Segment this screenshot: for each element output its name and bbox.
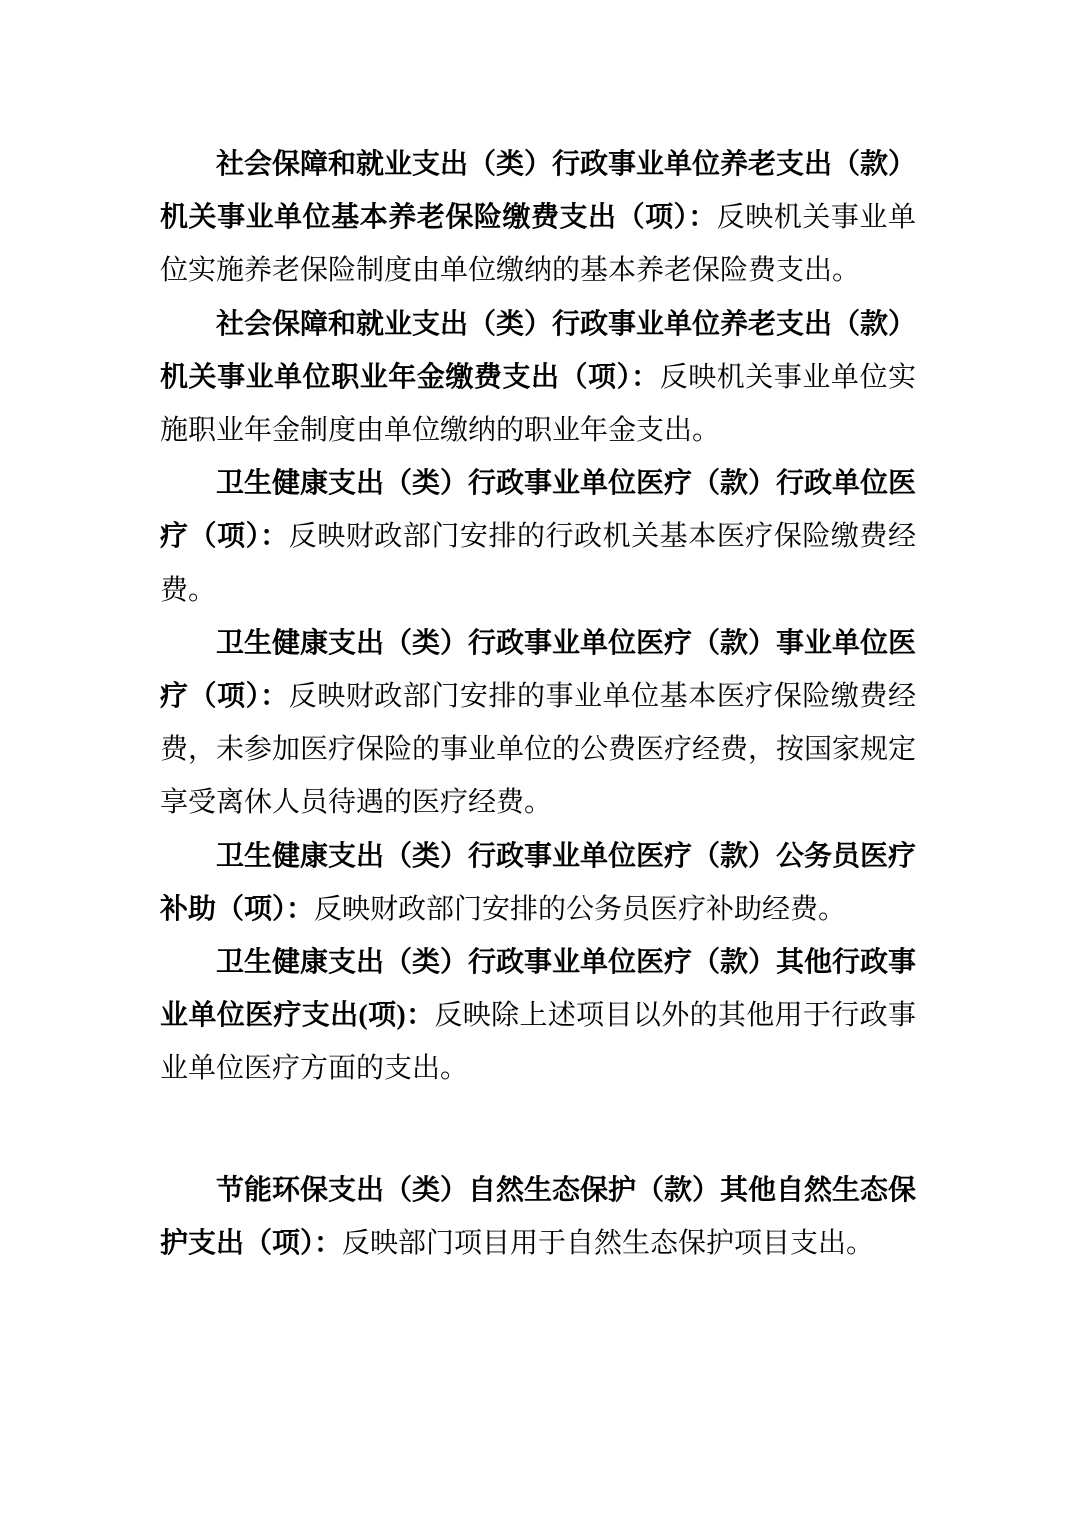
budget-item-paragraph	[160, 830, 916, 936]
document-body	[160, 138, 916, 1270]
budget-item-paragraph	[160, 138, 916, 298]
expenditure-description: 反映部门项目用于自然生态保护项目支出。	[342, 1227, 875, 1259]
budget-item-paragraph	[160, 617, 916, 830]
expenditure-description: 反映机关事业单位实施养老保险制度由单位缴纳的基本养老保险费支出。	[160, 202, 916, 287]
budget-item-paragraph	[160, 1164, 916, 1270]
expenditure-category-lead: 卫生健康支出（类）行政事业单位医疗（款）其他行政事业单位医疗支出(项)：	[160, 947, 917, 1032]
expenditure-description: 反映除上述项目以外的其他用于行政事业单位医疗方面的支出。	[160, 1000, 916, 1085]
expenditure-description: 反映机关事业单位实施职业年金制度由单位缴纳的职业年金支出。	[160, 361, 916, 447]
expenditure-category-lead: 卫生健康支出（类）行政事业单位医疗（款）事业单位医疗（项）：	[160, 627, 917, 713]
expenditure-description: 反映财政部门安排的公务员医疗补助经费。	[314, 893, 847, 925]
expenditure-description: 反映财政部门安排的行政机关基本医疗保险缴费经费。	[160, 521, 916, 606]
expenditure-category-lead: 节能环保支出（类）自然生态保护（款）其他自然生态保护支出（项）：	[160, 1174, 917, 1259]
expenditure-category-lead: 卫生健康支出（类）行政事业单位医疗（款）公务员医疗补助（项）：	[160, 840, 917, 925]
expenditure-category-lead: 卫生健康支出（类）行政事业单位医疗（款）行政单位医疗（项）：	[160, 468, 917, 553]
expenditure-description: 反映财政部门安排的事业单位基本医疗保险缴费经费，未参加医疗保险的事业单位的公费医疗经费，按国家规定享受离休人员待遇的医疗经费。	[160, 681, 917, 819]
budget-item-paragraph	[160, 457, 916, 617]
expenditure-category-lead: 社会保障和就业支出（类）行政事业单位养老支出（款）机关事业单位职业年金缴费支出（项）：	[160, 308, 917, 393]
budget-item-paragraph	[160, 936, 916, 1096]
expenditure-category-lead: 社会保障和就业支出（类）行政事业单位养老支出（款）机关事业单位基本养老保险缴费支出（项）：	[160, 149, 917, 234]
budget-item-paragraph	[160, 298, 916, 458]
paragraph-spacer	[160, 1096, 916, 1164]
